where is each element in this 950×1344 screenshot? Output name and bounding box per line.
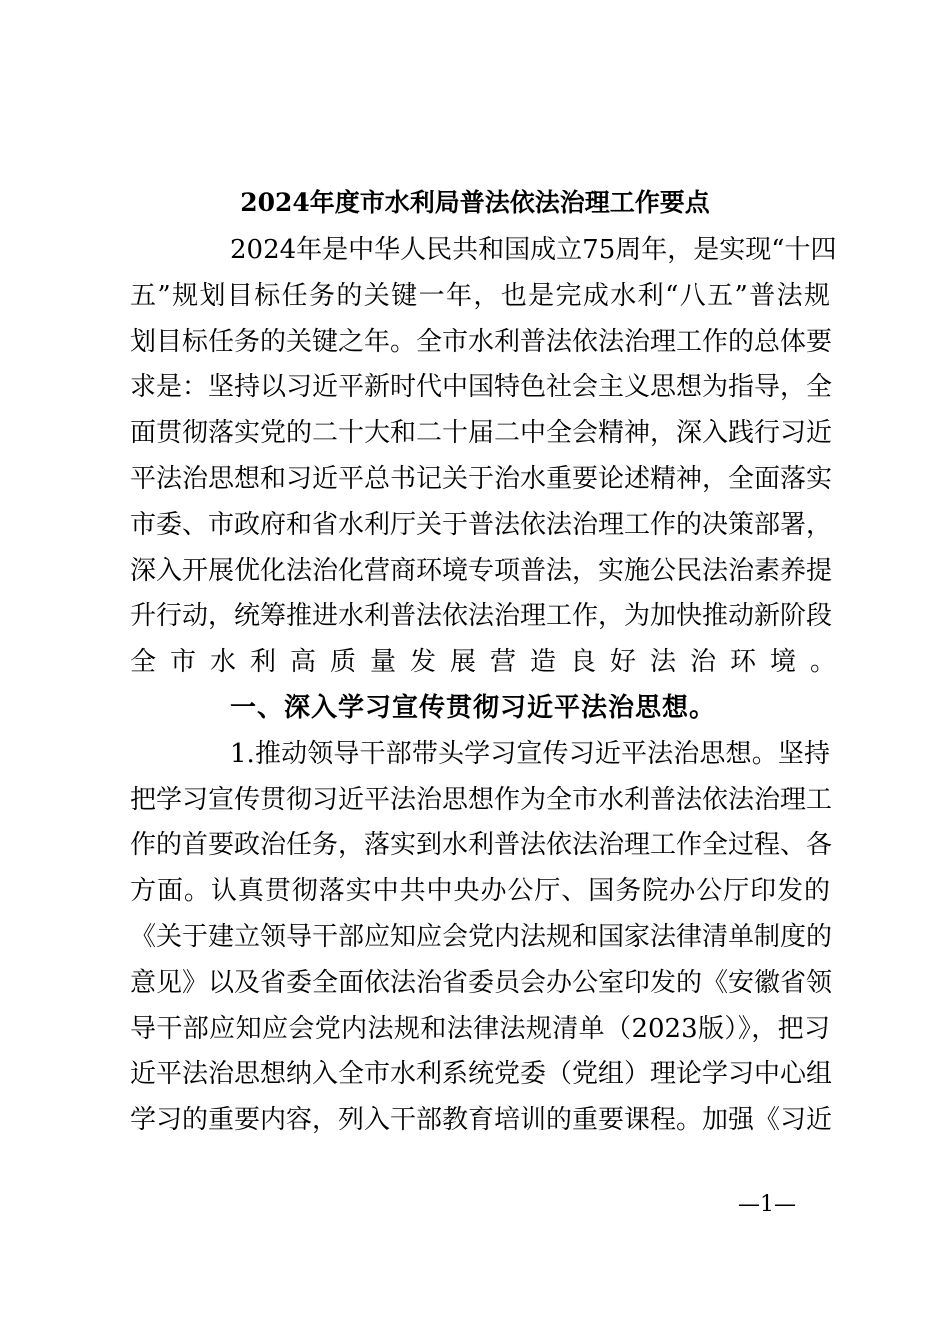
text-line: 导干部应知应会党内法规和法律法规清单（2023版）》，把习 <box>130 1013 830 1044</box>
text-line: 意见》以及省委全面依法治省委员会办公室印发的《安徽省领 <box>130 967 833 998</box>
text-line: 深入开展优化法治化营商环境专项普法，实施公民法治素养提 <box>130 555 833 586</box>
text-line: 方面。认真贯彻落实中共中央办公厅、国务院办公厅印发的 <box>130 876 830 907</box>
text-line: 把学习宣传贯彻习近平法治思想作为全市水利普法依法治理工 <box>130 784 833 815</box>
text-line: 全市水利高质量发展营造良好法治环境。 <box>130 647 851 678</box>
text-line: 五”规划目标任务的关键一年，也是完成水利“八五”普法规 <box>130 280 830 311</box>
text-line: 市委、市政府和省水利厅关于普法依法治理工作的决策部署， <box>130 509 833 540</box>
text-line: 《关于建立领导干部应知应会党内法规和国家法律清单制度的 <box>130 921 833 952</box>
text-line: 学习的重要内容，列入干部教育培训的重要课程。加强《习近 <box>130 1105 833 1136</box>
text-line: 升行动，统筹推进水利普法依法治理工作，为加快推动新阶段 <box>130 601 833 632</box>
text-line: 作的首要政治任务，落实到水利普法依法治理工作全过程、各 <box>130 830 833 861</box>
text-line: 面贯彻落实党的二十大和二十届二中全会精神，深入践行习近 <box>130 418 833 449</box>
text-line: 划目标任务的关键之年。全市水利普法依法治理工作的总体要 <box>130 326 833 357</box>
text-line: 近平法治思想纳入全市水利系统党委（党组）理论学习中心组 <box>130 1059 833 1090</box>
section-heading: 一、深入学习宣传贯彻习近平法治思想。 <box>230 692 717 723</box>
document-body <box>130 228 851 1144</box>
text-line: 2024年是中华人民共和国成立75周年，是实现“十四 <box>230 235 837 265</box>
document-title: 2024年度市水利局普法依法治理工作要点 <box>240 188 710 217</box>
text-line: 1.推动领导干部带头学习宣传习近平法治思想。坚持 <box>230 738 830 769</box>
text-line: 平法治思想和习近平总书记关于治水重要论述精神，全面落实 <box>130 463 833 494</box>
page-number: —1— <box>738 1192 796 1217</box>
text-line: 求是：坚持以习近平新时代中国特色社会主义思想为指导，全 <box>130 372 833 403</box>
